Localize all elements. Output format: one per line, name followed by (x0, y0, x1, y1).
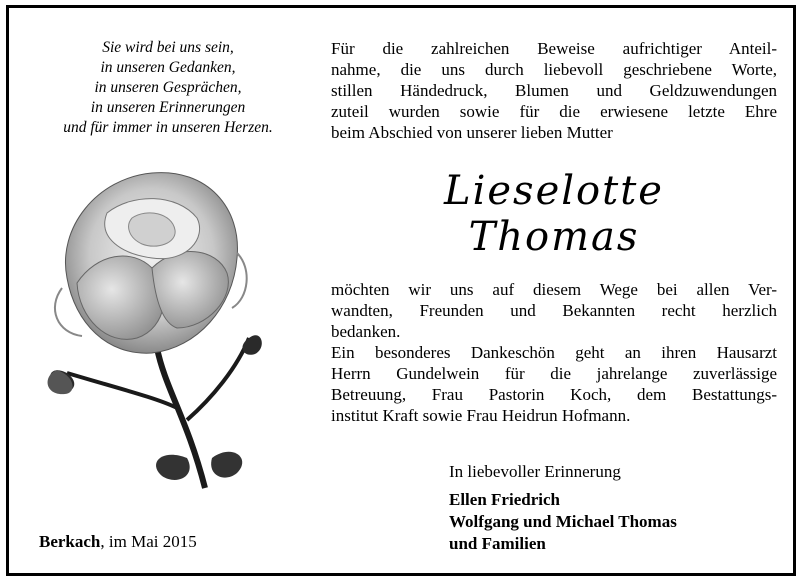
signature-block (449, 461, 677, 555)
poem-line: in unseren Gedanken, (100, 59, 236, 76)
text-line: institut Kraft sowie Frau Heidrun Hofmann. (331, 406, 631, 425)
signature-name: und Familien (449, 534, 546, 553)
text-line: beim Abschied von unserer lieben Mutter (331, 123, 613, 142)
text-line: Betreuung, Frau Pastorin Koch, dem Bestattungs- (331, 385, 777, 404)
text-line: stillen Händedruck, Blumen und Geldzuwendungen (331, 81, 777, 100)
text-line: wandten, Freunden und Bekannten recht herzlich (331, 301, 777, 320)
closing-paragraph (331, 279, 777, 426)
thanks-paragraph (331, 38, 777, 143)
deceased-last-name: Thomas (468, 214, 640, 260)
poem-line: in unseren Gesprächen, (94, 79, 242, 96)
place-date (39, 532, 197, 552)
text-line: zuteil wurden sowie für die erwiesene letzte Ehre (331, 102, 777, 121)
signature-name: Wolfgang und Michael Thomas (449, 512, 677, 531)
deceased-name (331, 168, 777, 260)
place-date-text: , im Mai 2015 (100, 532, 197, 551)
poem-line: und für immer in unseren Herzen. (63, 119, 273, 136)
notice-frame (6, 5, 796, 576)
text-line: nahme, die uns durch liebevoll geschriebene Worte, (331, 60, 777, 79)
text-line: Für die zahlreichen Beweise aufrichtiger Anteil- (331, 39, 777, 58)
poem (33, 38, 303, 138)
signature-name: Ellen Friedrich (449, 490, 560, 509)
rose-icon (37, 158, 267, 498)
place-town: Berkach (39, 532, 101, 551)
text-line: bedanken. (331, 322, 401, 341)
deceased-first-name: Lieselotte (444, 168, 664, 214)
signature-intro: In liebevoller Erinnerung (449, 462, 621, 481)
text-line: Herrn Gundelwein für die jahrelange zuverlässige (331, 364, 777, 383)
text-line: möchten wir uns auf diesem Wege bei allen Ver- (331, 280, 777, 299)
poem-line: Sie wird bei uns sein, (102, 39, 234, 56)
text-line: Ein besonderes Dankeschön geht an ihren Hausarzt (331, 343, 777, 362)
poem-line: in unseren Erinnerungen (90, 99, 246, 116)
